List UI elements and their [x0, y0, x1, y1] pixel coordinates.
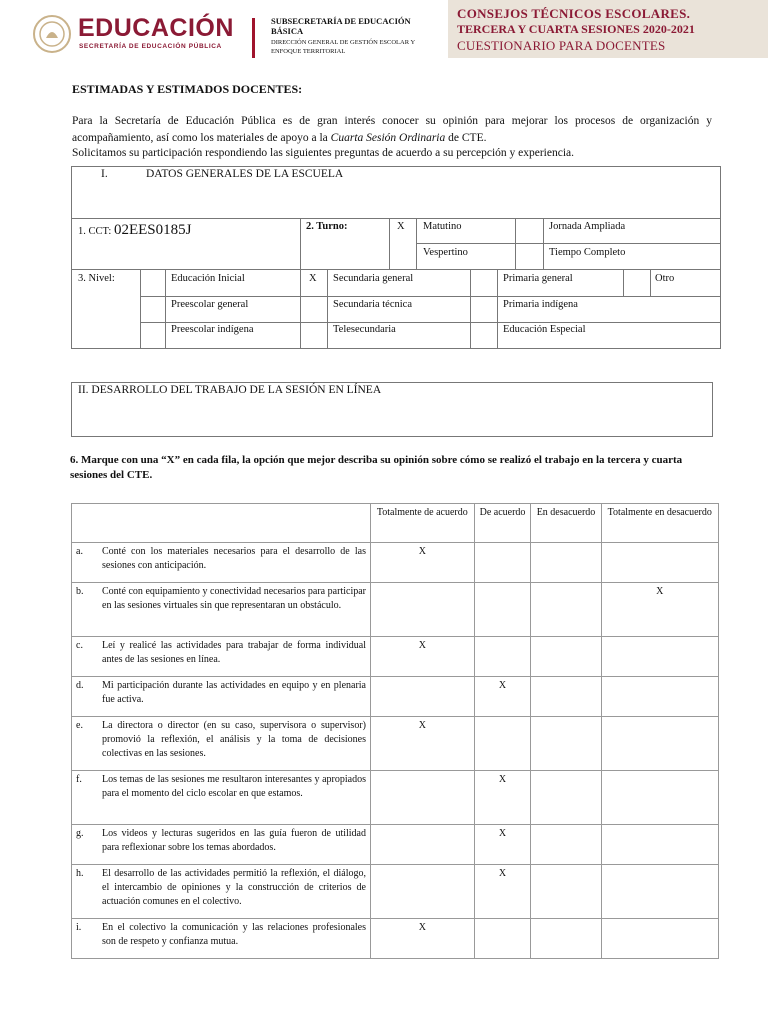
answer-cell[interactable]: [601, 919, 718, 959]
answer-cell[interactable]: [531, 717, 601, 771]
answer-cell[interactable]: [531, 637, 601, 677]
answer-cell[interactable]: [531, 583, 601, 637]
header-divider: [252, 18, 255, 58]
answer-cell[interactable]: [601, 637, 718, 677]
nivel-mark[interactable]: X: [309, 273, 317, 284]
table-row: [72, 717, 719, 771]
answer-cell[interactable]: [371, 677, 475, 717]
answer-cell[interactable]: X: [474, 677, 531, 717]
row-letter: h.: [72, 865, 99, 919]
answer-cell[interactable]: [371, 583, 475, 637]
answer-cell[interactable]: X: [474, 865, 531, 919]
table-row: [72, 677, 719, 717]
answer-cell[interactable]: [531, 919, 601, 959]
answer-cell[interactable]: [531, 771, 601, 825]
answer-cell[interactable]: X: [371, 919, 475, 959]
table-corner: [72, 504, 371, 543]
cct-label: [78, 222, 191, 239]
intro-paragraph: [72, 113, 712, 147]
answer-cell[interactable]: X: [474, 771, 531, 825]
answer-cell[interactable]: [531, 865, 601, 919]
col-totalmente-desacuerdo: Totalmente en desacuerdo: [601, 504, 718, 543]
intro-emphasis: Cuarta Sesión Ordinaria: [330, 132, 446, 144]
answer-cell[interactable]: X: [371, 637, 475, 677]
subsecretaria-text: SUBSECRETARÍA DE EDUCACIÓN BÁSICA: [271, 16, 411, 36]
brand-title: EDUCACIÓN: [78, 14, 234, 42]
answer-cell[interactable]: X: [371, 543, 475, 583]
col-de-acuerdo: De acuerdo: [474, 504, 531, 543]
turno-label: 2. Turno:: [306, 221, 348, 232]
nivel-telesec: Telesecundaria: [333, 324, 396, 335]
nivel-label: 3. Nivel:: [78, 273, 115, 284]
cct-label-text: 1. CCT:: [78, 226, 112, 237]
col-totalmente-acuerdo: Totalmente de acuerdo: [371, 504, 475, 543]
nivel-ed-inicial: Educación Inicial: [171, 273, 245, 284]
row-statement: Los videos y lecturas sugeridos en las guía fueron de utilidad para reflexionar sobre los temas abordados.: [98, 825, 371, 865]
nivel-otro: Otro: [655, 273, 675, 284]
row-statement: Conté con equipamiento y conectividad necesarios para participar en las sesiones virtuales sin que representaran un obstáculo.: [98, 583, 371, 637]
turno-jornada: Jornada Ampliada: [549, 221, 626, 232]
turno-vespertino: Vespertino: [423, 247, 468, 258]
nivel-prim-general: Primaria general: [503, 273, 573, 284]
brand-subtitle: SECRETARÍA DE EDUCACIÓN PÚBLICA: [79, 43, 222, 50]
row-letter: i.: [72, 919, 99, 959]
answer-cell[interactable]: [531, 825, 601, 865]
row-letter: f.: [72, 771, 99, 825]
cte-line-2: TERCERA Y CUARTA SESIONES 2020-2021: [457, 22, 695, 36]
nivel-sec-general: Secundaria general: [333, 273, 414, 284]
direccion-text: DIRECCIÓN GENERAL DE GESTIÓN ESCOLAR Y ENFOQUE TERRITORIAL: [271, 39, 415, 55]
nivel-prim-indigena: Primaria indígena: [503, 299, 578, 310]
answer-cell[interactable]: [474, 919, 531, 959]
section-1-title: DATOS GENERALES DE LA ESCUELA: [146, 168, 344, 180]
table-row: [72, 771, 719, 825]
row-statement: Leí y realicé las actividades para trabajar de forma individual antes de las sesiones en línea.: [98, 637, 371, 677]
nivel-preesc-general: Preescolar general: [171, 299, 249, 310]
table-row: [72, 583, 719, 637]
table-row: [72, 919, 719, 959]
answer-cell[interactable]: [601, 771, 718, 825]
answer-cell[interactable]: [371, 825, 475, 865]
answer-cell[interactable]: [601, 717, 718, 771]
cct-value[interactable]: 02EES0185J: [113, 222, 192, 238]
answer-cell[interactable]: X: [474, 825, 531, 865]
answer-cell[interactable]: [371, 865, 475, 919]
answer-cell[interactable]: X: [601, 583, 718, 637]
row-letter: c.: [72, 637, 99, 677]
nivel-sec-tecnica: Secundaria técnica: [333, 299, 412, 310]
turno-mark[interactable]: X: [397, 221, 405, 232]
answer-cell[interactable]: [474, 717, 531, 771]
turno-matutino: Matutino: [423, 221, 462, 232]
intro-text-end: de CTE.: [445, 132, 487, 144]
question-6-prompt: 6. Marque con una “X” en cada fila, la opción que mejor describa su opinión sobre cómo se realizó el trabajo en la tercera y cuarta sesiones del CTE.: [70, 454, 683, 481]
row-letter: g.: [72, 825, 99, 865]
answer-cell[interactable]: X: [371, 717, 475, 771]
table-row: [72, 637, 719, 677]
row-letter: d.: [72, 677, 99, 717]
row-statement: La directora o director (en su caso, supervisora o supervisor) promovió la reflexión, el análisis y la toma de decisiones colectivas en las sesiones.: [98, 717, 371, 771]
answer-cell[interactable]: [474, 637, 531, 677]
question-6-table: [71, 503, 719, 959]
row-statement: Mi participación durante las actividades en equipo y en plenaria fue activa.: [98, 677, 371, 717]
row-statement: En el colectivo la comunicación y las relaciones profesionales son de respeto y confianza mutua.: [98, 919, 371, 959]
nivel-ed-especial: Educación Especial: [503, 324, 586, 335]
section-2-title: II. DESARROLLO DEL TRABAJO DE LA SESIÓN EN LÍNEA: [78, 384, 382, 396]
intro-request: Solicitamos su participación respondiendo las siguientes preguntas de acuerdo a su percepción y experiencia.: [72, 147, 575, 159]
answer-cell[interactable]: [474, 543, 531, 583]
intro-text-start: Para la Secretaría de Educación Pública es de gran interés conocer su opinión para mejorar los procesos de organización y acompañamiento, así como los materiales de apoyo a la: [72, 115, 712, 144]
row-statement: Conté con los materiales necesarios para el desarrollo de las sesiones con anticipación.: [98, 543, 371, 583]
table-row: [72, 825, 719, 865]
answer-cell[interactable]: [531, 543, 601, 583]
section-1-number: I.: [101, 168, 108, 180]
row-letter: a.: [72, 543, 99, 583]
nivel-preesc-indigena: Preescolar indígena: [171, 324, 254, 335]
answer-cell[interactable]: [371, 771, 475, 825]
answer-cell[interactable]: [474, 583, 531, 637]
col-en-desacuerdo: En desacuerdo: [531, 504, 601, 543]
row-letter: e.: [72, 717, 99, 771]
answer-cell[interactable]: [601, 825, 718, 865]
answer-cell[interactable]: [601, 543, 718, 583]
row-letter: b.: [72, 583, 99, 637]
cte-line-1: CONSEJOS TÉCNICOS ESCOLARES.: [457, 6, 691, 21]
turno-tiempo: Tiempo Completo: [549, 247, 626, 258]
table-row: [72, 543, 719, 583]
greeting-heading: ESTIMADAS Y ESTIMADOS DOCENTES:: [72, 82, 303, 96]
seal-logo-icon: [32, 14, 72, 54]
row-statement: El desarrollo de las actividades permitió la reflexión, el diálogo, el intercambio de opiniones y la construcción de criterios de actuación comunes en el colectivo.: [98, 865, 371, 919]
table-row: [72, 865, 719, 919]
answer-cell[interactable]: [601, 865, 718, 919]
row-statement: Los temas de las sesiones me resultaron interesantes y apropiados para el momento del ciclo escolar en que estamos.: [98, 771, 371, 825]
answer-cell[interactable]: [531, 677, 601, 717]
cte-line-3: CUESTIONARIO PARA DOCENTES: [457, 38, 666, 53]
answer-cell[interactable]: [601, 677, 718, 717]
